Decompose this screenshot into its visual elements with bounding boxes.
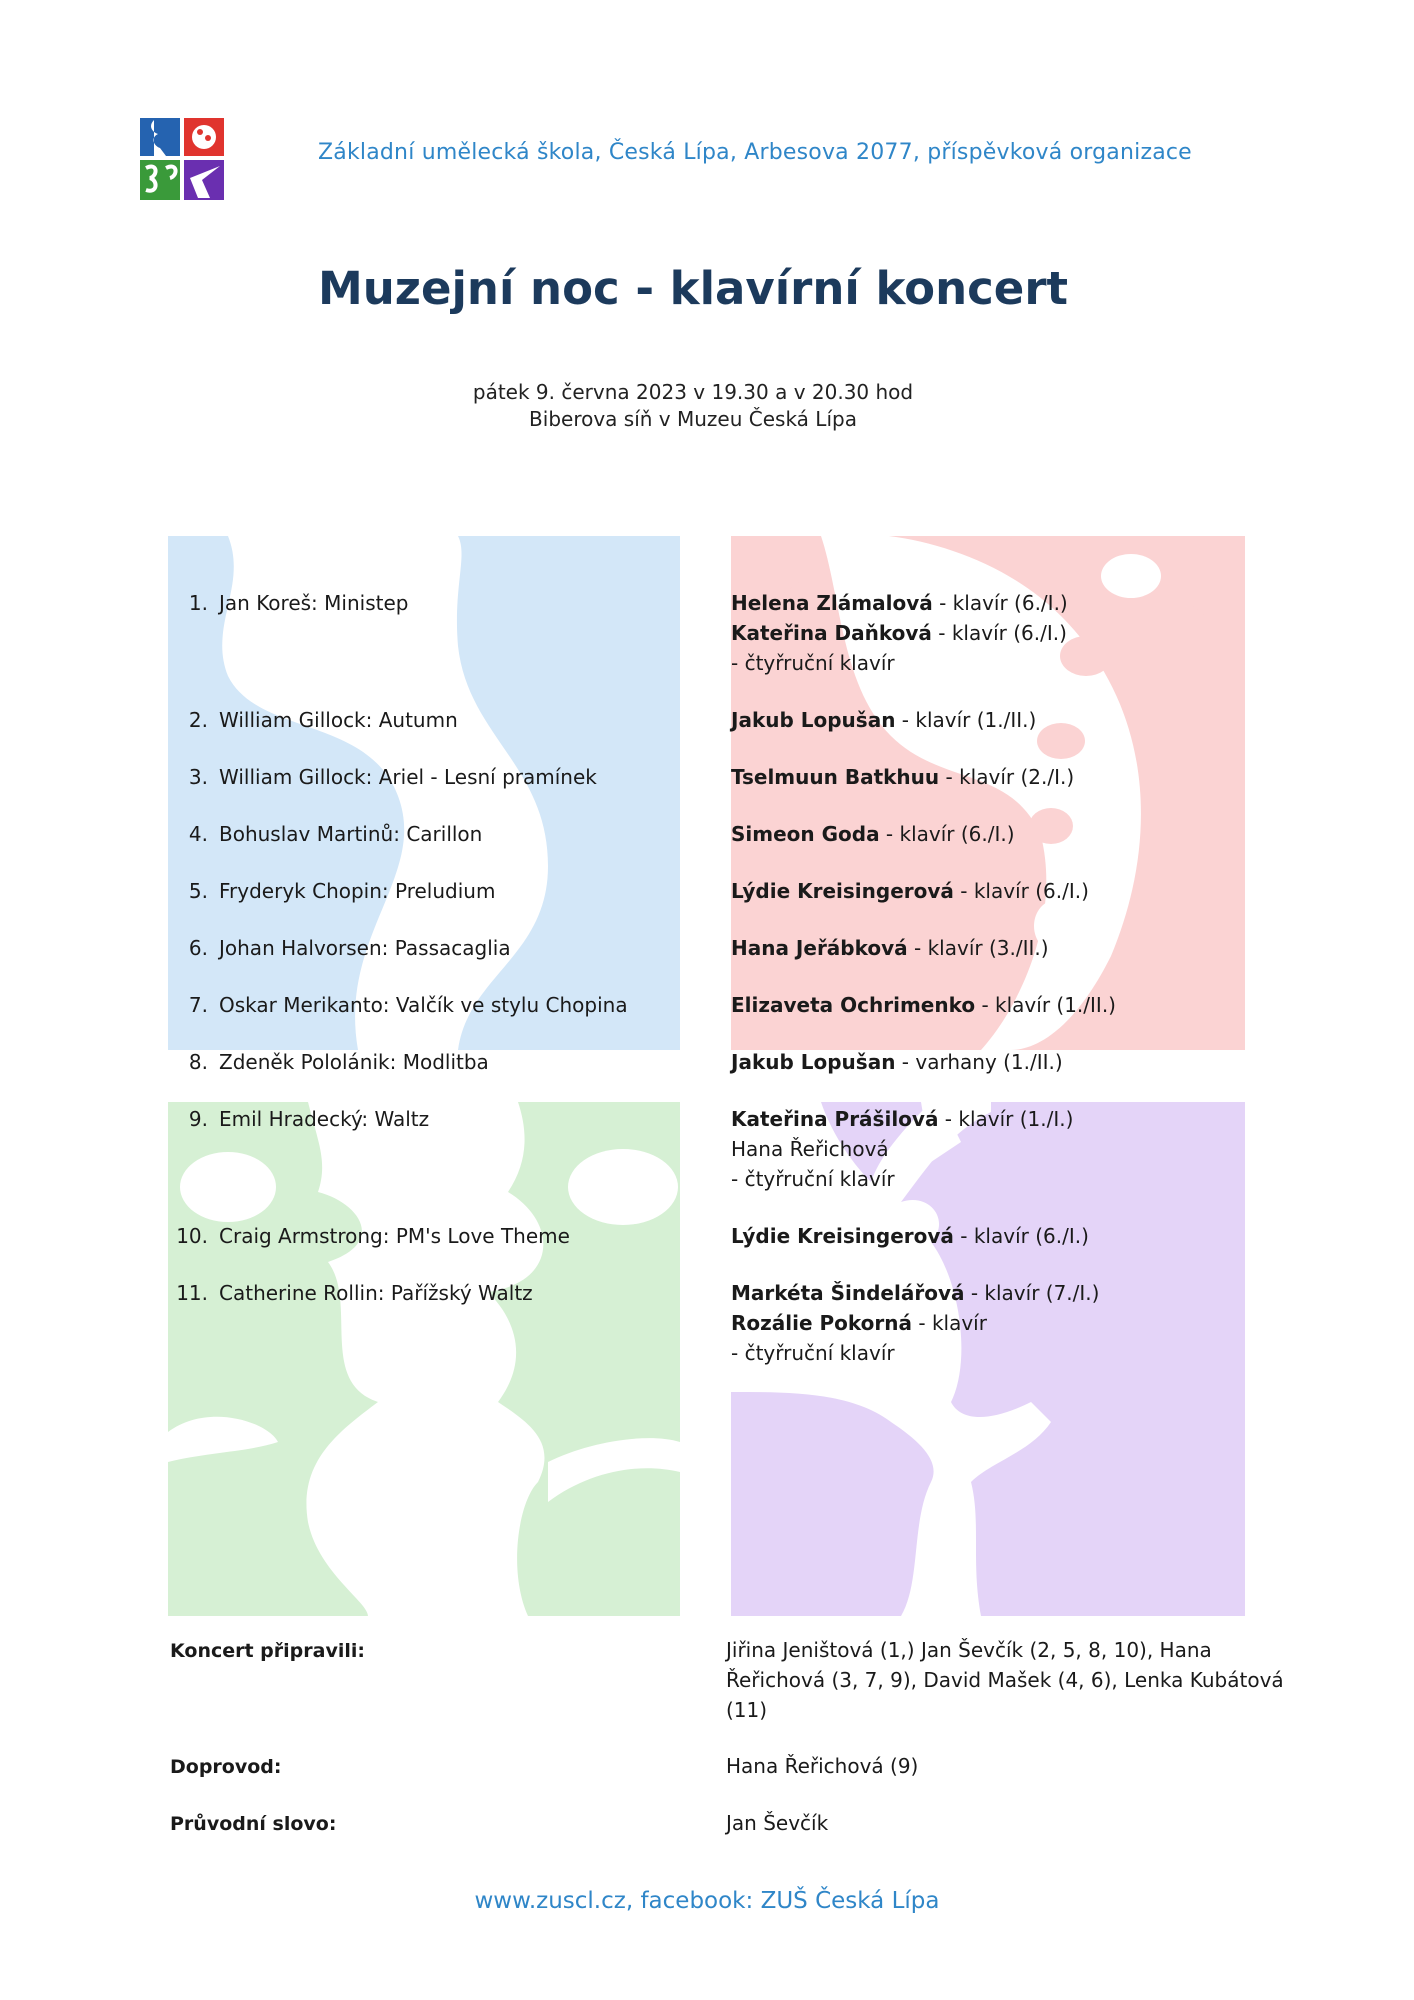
prepared-by-value: Jiřina Jeništová (1,) Jan Ševčík (2, 5, 8, 10), Hana Řeřichová (3, 7, 9), David Mašek (4, 6), Lenka Kubátová (11) xyxy=(726,1638,1284,1722)
piece-title: Oskar Merikanto: Valčík ve stylu Chopina xyxy=(219,993,628,1017)
performer-line: - čtyřruční klavír xyxy=(731,1167,895,1191)
item-number: 5. xyxy=(188,879,208,903)
item-number: 9. xyxy=(188,1107,208,1131)
performer-line: Hana Řeřichová xyxy=(731,1137,889,1161)
performer-line: - čtyřruční klavír xyxy=(731,1341,895,1365)
piece-title: William Gillock: Autumn xyxy=(219,708,458,732)
piece-title: Catherine Rollin: Pařížský Waltz xyxy=(219,1281,533,1305)
item-number: 7. xyxy=(188,993,208,1017)
item-number: 8. xyxy=(188,1050,208,1074)
piece-title: Johan Halvorsen: Passacaglia xyxy=(219,936,511,960)
performer-line: Jakub Lopušan - varhany (1./II.) xyxy=(731,1050,1063,1074)
speech-label: Průvodní slovo: xyxy=(170,1813,337,1835)
item-number: 1. xyxy=(188,591,208,615)
accompaniment-label: Doprovod: xyxy=(170,1756,282,1778)
event-venue: Biberova síň v Muzeu Česká Lípa xyxy=(529,407,857,431)
piece-title: Emil Hradecký: Waltz xyxy=(219,1107,430,1131)
performer-line: Tselmuun Batkhuu - klavír (2./I.) xyxy=(731,765,1075,789)
performer-line: Markéta Šindelářová - klavír (7./I.) xyxy=(731,1281,1100,1305)
piece-title: Craig Armstrong: PM's Love Theme xyxy=(219,1224,570,1248)
performer-line: Helena Zlámalová - klavír (6./I.) xyxy=(731,591,1068,615)
item-number: 10. xyxy=(176,1224,208,1248)
item-number: 3. xyxy=(188,765,208,789)
item-number: 11. xyxy=(176,1281,208,1305)
performer-line: Jakub Lopušan - klavír (1./II.) xyxy=(731,708,1037,732)
item-number: 6. xyxy=(188,936,208,960)
piece-title: Fryderyk Chopin: Preludium xyxy=(219,879,496,903)
performer-line: Lýdie Kreisingerová - klavír (6./I.) xyxy=(731,879,1089,903)
performer-line: Hana Jeřábková - klavír (3./II.) xyxy=(731,936,1049,960)
item-number: 4. xyxy=(188,822,208,846)
performer-line: Kateřina Daňková - klavír (6./I.) xyxy=(731,621,1067,645)
performer-line: Kateřina Prášilová - klavír (1./I.) xyxy=(731,1107,1074,1131)
piece-title: Jan Koreš: Ministep xyxy=(219,591,409,615)
page-title: Muzejní noc - klavírní koncert xyxy=(317,262,1069,315)
piece-title: William Gillock: Ariel - Lesní pramínek xyxy=(219,765,597,789)
item-number: 2. xyxy=(188,708,208,732)
performer-line: - čtyřruční klavír xyxy=(731,651,895,675)
performer-line: Simeon Goda - klavír (6./I.) xyxy=(731,822,1015,846)
event-date-time: pátek 9. června 2023 v 19.30 a v 20.30 hod xyxy=(472,380,914,404)
accompaniment-value: Hana Řeřichová (9) xyxy=(726,1754,919,1778)
footer-links[interactable]: www.zuscl.cz, facebook: ZUŠ Česká Lípa xyxy=(474,1888,940,1914)
piece-title: Bohuslav Martinů: Carillon xyxy=(219,822,483,846)
speech-value: Jan Ševčík xyxy=(726,1811,829,1835)
performer-line: Lýdie Kreisingerová - klavír (6./I.) xyxy=(731,1224,1089,1248)
piece-title: Zdeněk Pololánik: Modlitba xyxy=(219,1050,489,1074)
prepared-by-label: Koncert připravili: xyxy=(170,1640,365,1662)
performer-line: Rozálie Pokorná - klavír xyxy=(731,1311,987,1335)
organization-name: Základní umělecká škola, Česká Lípa, Arbesova 2077, příspěvková organizace xyxy=(318,140,1192,165)
performer-line: Elizaveta Ochrimenko - klavír (1./II.) xyxy=(731,993,1116,1017)
